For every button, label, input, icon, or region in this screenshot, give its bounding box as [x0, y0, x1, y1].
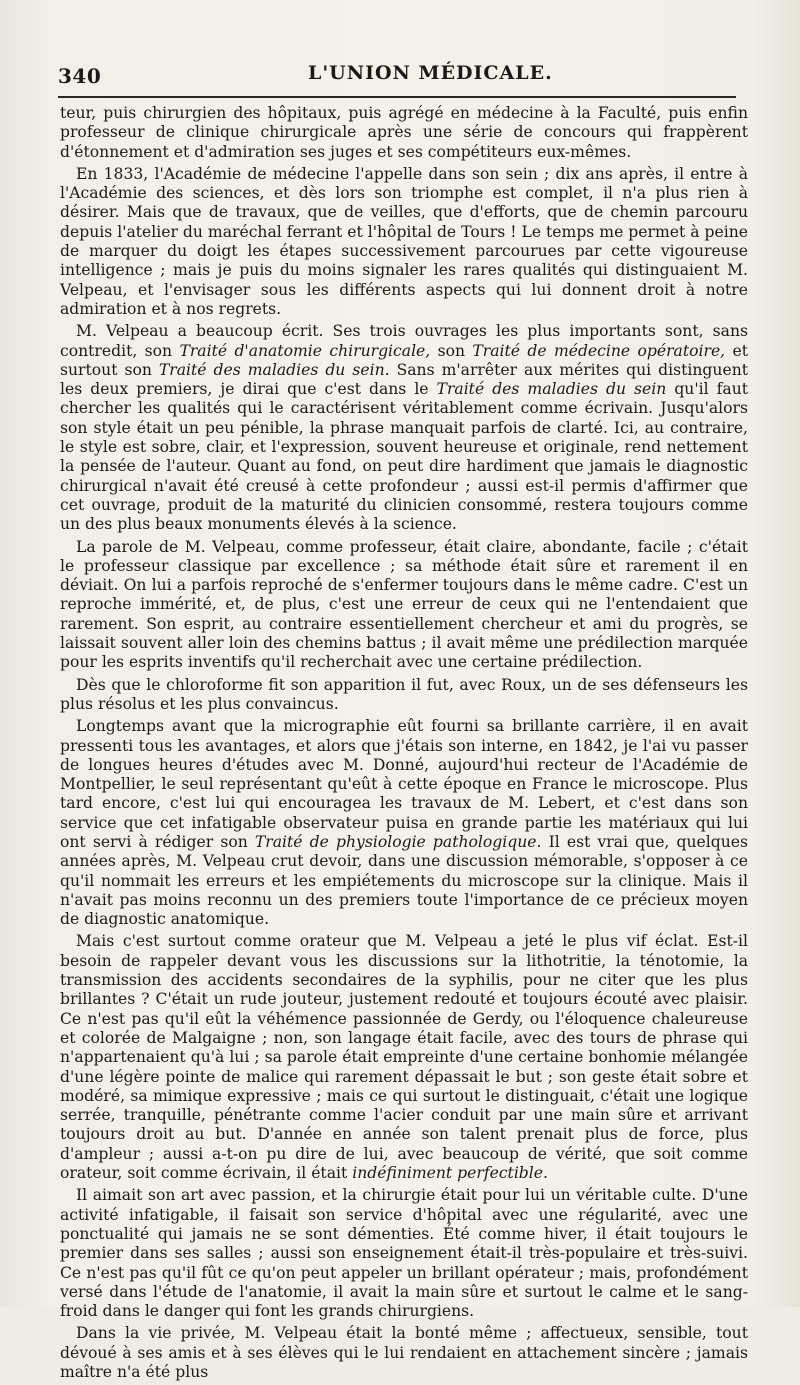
- header-rule: [58, 96, 736, 98]
- text-run: Dès que le chloroforme fit son apparition il fut, avec Roux, un de ses défenseurs les plus résolus et les plus convaincus.: [60, 675, 748, 713]
- text-run: En 1833, l'Académie de médecine l'appelle dans son sein ; dix ans après, il entre à l'Académie des sciences, et dès lors son triomphe est complet, il n'a plus rien à désirer. Mais que de travaux, que de veilles, que d'efforts, que de chemin parcouru depuis l'atelier du maréchal ferrant et l'hôpital de Tours ! Le temps me permet à peine de marquer du doigt les étapes successivement parcourues par cette vigoureuse intelligence ; mais je puis du moins signaler les rares qualités qui distinguaient M. Velpeau, et l'envisager sous les différents aspects qui lui donnent droit à notre admiration et à nos regrets.: [60, 164, 748, 318]
- text-run: teur, puis chirurgien des hôpitaux, puis agrégé en médecine à la Faculté, puis enfin professeur de clinique chirurgicale après une série de concours qui frappèrent d'étonnement et d'admiration ses juges et ses compétiteurs eux-mêmes.: [60, 104, 748, 161]
- text-run: son: [430, 341, 473, 360]
- body-text: [60, 104, 748, 1385]
- text-run: Sans m'arrêter aux mérites qui distinguent les deux premiers, je dirai que c'est dans le: [60, 360, 748, 399]
- italic-title: Traité de médecine opératoire,: [472, 341, 726, 360]
- paragraph: [60, 165, 748, 319]
- text-run: et surtout son: [60, 341, 748, 379]
- page-number: 340: [58, 64, 102, 88]
- paragraph: [60, 717, 748, 929]
- paragraph: [60, 1324, 748, 1382]
- running-title: L'UNION MÉDICALE.: [308, 62, 553, 84]
- text-run: Mais c'est surtout comme orateur que M. Velpeau a jeté le plus vif éclat. Est-il besoin de rappeler devant vous les discussions sur la lithotritie, la ténotomie, la transmission des accidents secondaires de la syphilis, pour ne citer que les plus brillantes ? C'était un rude jouteur, justement redouté et toujours écouté avec plaisir. Ce n'est pas qu'il eût la véhémence passionnée de Gerdy, ou l'éloquence chaleureuse et colorée de Malgaigne ; non, son langage était facile, avec des tours de phrase qui n'appartenaient qu'à lui ; sa parole était empreinte d'une certaine bonhomie mélangée d'une légère pointe de malice qui rarement dépassait le but ; son geste était sobre et modéré, sa mimique expressive ; mais ce qui surtout le distinguait, c'était une logique serrée, tranquille, pénétrante comme l'acier conduit par une main sûre et arrivant toujours droit au but. D'année en année son talent prenait plus de force, plus d'ampleur ; aussi a-t-on pu dire de lui, avec beaucoup de vérité, que soit comme orateur, soit comme écrivain, il était: [60, 932, 748, 1183]
- text-run: qu'il faut chercher les qualités qui le caractérisent véritablement comme écrivain. Jusqu'alors son style était un peu pénible, la phrase manquait parfois de clarté. Ici, au contraire, le style est sobre, clair, et l'expression, souvent heureuse et originale, rend nettement la pensée de l'auteur. Quant au fond, on peut dire hardiment que jamais le diagnostic chirurgical n'avait été creusé à cette profondeur ; aussi est-il permis d'affirmer que cet ouvrage, produit de la maturité du clinicien consommé, restera toujours comme un des plus beaux monuments élevés à la science.: [60, 380, 749, 534]
- text-run: La parole de M. Velpeau, comme professeur, était claire, abondante, facile ; c'était le professeur classique par excellence ; sa méthode était sûre et rarement il en déviait. On lui a parfois reproché de s'enfermer toujours dans le même cadre. C'est un reproche immérité, et, de plus, c'est une erreur de ceux qui ne l'entendaient que rarement. Son esprit, au contraire essentiellement chercheur et ami du progrès, se laissait souvent aller loin des chemins battus ; il avait même une prédilection marquée pour les esprits inventifs qu'il recherchait avec une certaine prédilection.: [60, 537, 748, 672]
- italic-title: Traité des maladies du sein.: [158, 360, 390, 379]
- paragraph: [60, 104, 748, 162]
- text-run: M. Velpeau a beaucoup écrit. Ses trois ouvrages les plus importants sont, sans contredit, son: [60, 322, 748, 360]
- page-header: [58, 58, 738, 88]
- italic-title: indéfiniment perfectible.: [352, 1164, 548, 1183]
- paragraph: [60, 322, 748, 534]
- text-run: Il aimait son art avec passion, et la chirurgie était pour lui un véritable culte. D'une activité infatigable, il faisait son service d'hôpital avec une régularité, avec une ponctualité qui jamais ne se sont démenties. Été comme hiver, il était toujours le premier dans ses salles ; aussi son enseignement était-il très-populaire et très-suivi. Ce n'est pas qu'il fût ce qu'on peut appeler un brillant opérateur ; mais, profondément versé dans l'étude de l'anatomie, il avait la main sûre et surtout le calme et le sang-froid dans le danger qui font les grands chirurgiens.: [60, 1186, 748, 1321]
- paragraph: [60, 1186, 748, 1321]
- italic-title: Traité des maladies du sein: [436, 380, 667, 399]
- paragraph: [60, 538, 748, 673]
- italic-title: Traité d'anatomie chirurgicale,: [179, 341, 431, 360]
- italic-title: Traité de physiologie pathologique.: [254, 832, 542, 851]
- text-run: Dans la vie privée, M. Velpeau était la bonté même ; affectueux, sensible, tout dévoué à ses amis et à ses élèves qui le lui rendaient en attachement sincère ; jamais maître n'a été plus: [60, 1324, 748, 1381]
- paragraph: [60, 932, 748, 1183]
- text-run: Longtemps avant que la micrographie eût fourni sa brillante carrière, il en avait pressenti tous les avantages, et alors que j'étais son interne, en 1842, je l'ai vu passer de longues heures d'études avec M. Donné, aujourd'hui recteur de l'Académie de Montpellier, le seul représentant qu'eût à cette époque en France le microscope. Plus tard encore, c'est lui qui encouragea les travaux de M. Lebert, et c'est dans son service que cet infatigable observateur puisa en grande partie les matériaux qui lui ont servi à rédiger son: [60, 717, 748, 851]
- paragraph: [60, 676, 748, 715]
- text-run: Il est vrai que, quelques années après, M. Velpeau crut devoir, dans une discussion mémorable, s'opposer à ce qu'il nommait les erreurs et les empiétements du microscope sur la clinique. Mais il n'avait pas moins reconnu un des premiers toute l'importance de ce précieux moyen de diagnostic anatomique.: [60, 832, 749, 929]
